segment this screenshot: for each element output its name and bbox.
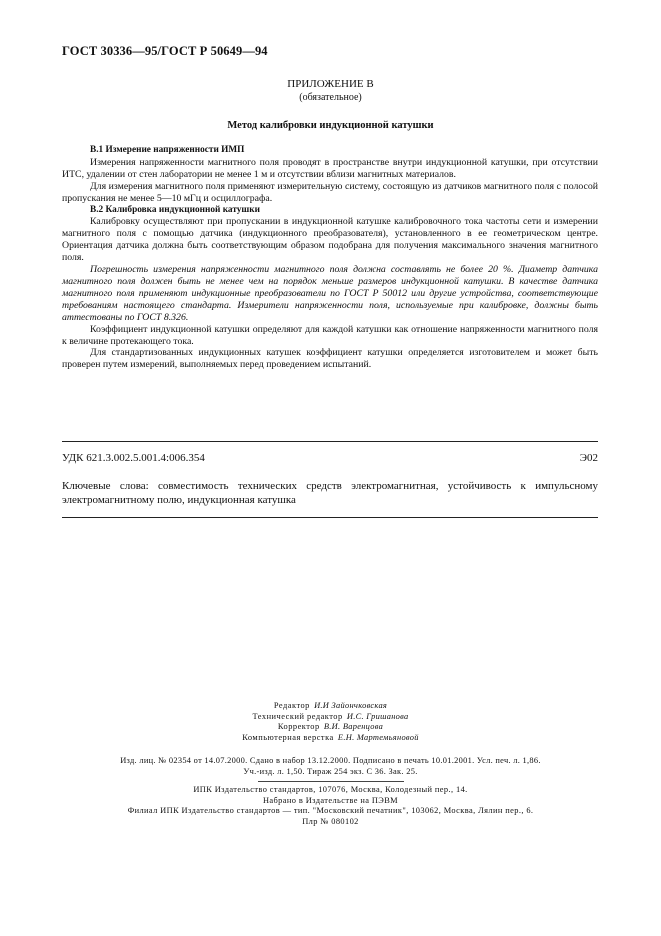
publisher-info [0, 785, 661, 827]
section-b1-paragraph-1: Измерения напряженности магнитного поля проводят в пространстве внутри индукционной катушки, при отсутствии ИТС, удалении от стен лаборатории не менее 1 м и отсутствии вблизи магнитных материалов. [62, 156, 598, 180]
credit-corrector: Корректор В.И. Варенцова [277, 722, 384, 732]
publisher-divider [258, 781, 404, 782]
footer-bottom-rule [62, 517, 598, 518]
credits-block [0, 701, 661, 743]
section-b1-title: В.1 Измерение напряженности ИМП [90, 145, 245, 155]
section-b2-paragraph-2: Погрешность измерения напряженности магнитного поля должна составлять не более 20 %. Диаметр датчика магнитного поля должен быть не менее чем на порядок меньше размеров индукционной катушки. В качестве датчика магнитного поля применяют индукционные преобразователи по ГОСТ Р 50012 или другие устройства, соответствующие требованиям настоящего стандарта. Измерители напряженности поля, используемые при калибровке, должны быть аттестованы по ГОСТ 8.326. [62, 264, 598, 323]
section-b2-paragraph-3: Коэффициент индукционной катушки определяют для каждой катушки как отношение напряженности магнитного поля к величине протекающего тока. [62, 323, 598, 347]
appendix-subtitle: (обязательное) [299, 92, 362, 103]
publisher-line-2: Набрано в Издательстве на ПЭВМ [262, 795, 399, 805]
section-b2-paragraph-4: Для стандартизованных индукционных катушек коэффициент катушки определяется изготовителем и может быть проверен путем измерений, выполняемых перед проведением испытаний. [62, 347, 598, 371]
classification-code: Э02 [579, 452, 598, 464]
method-title: Метод калибровки индукционной катушки [227, 120, 434, 131]
publication-info [0, 756, 661, 777]
section-b2-paragraph-1: Калибровку осуществляют при пропускании в индукционной катушке калибровочного тока частоты сети и измерении магнитного поля с помощью датчика (индукционного преобразователя), установленного в ее геометрическом центре. Ориентация датчика должна быть соответствующим образом подобрана для получения максимального значения магнитного поля. [62, 216, 598, 264]
publication-line-1: Изд. лиц. № 02354 от 14.07.2000. Сдано в набор 13.12.2000. Подписано в печать 10.01.2001. Усл. печ. л. 1,86. [120, 756, 541, 765]
udk-code: УДК 621.3.002.5.001.4:006.354 [62, 452, 205, 464]
appendix-title: ПРИЛОЖЕНИЕ В [287, 78, 374, 90]
keywords: Ключевые слова: совместимость технических средств электромагнитная, устойчивость к импульсному электромагнитному полю, индукционная катушка [62, 480, 598, 506]
credit-editor: Редактор И.И Зайончковская [273, 701, 388, 710]
body-text [62, 145, 598, 371]
publisher-line-4: Плр № 080102 [302, 816, 359, 826]
publication-line-2: Уч.-изд. л. 1,50. Тираж 254 экз. С 36. Зак. 25. [243, 766, 418, 776]
section-b2-title: В.2 Калибровка индукционной катушки [90, 204, 260, 215]
publisher-line-3: Филиал ИПК Издательство стандартов — тип. "Московский печатник", 103062, Москва, Лялин пер., 6. [127, 806, 534, 816]
document-header-title: ГОСТ 30336—95/ГОСТ Р 50649—94 [62, 44, 268, 58]
publisher-line-1: ИПК Издательство стандартов, 107076, Москва, Колодезный пер., 14. [193, 785, 468, 794]
credit-layout: Компьютерная верстка Е.Н. Мартемьяновой [242, 732, 419, 742]
credit-tech-editor: Технический редактор И.С. Гришанова [252, 711, 409, 721]
section-b1-paragraph-2: Для измерения магнитного поля применяют измерительную систему, состоящую из датчиков магнитного поля с полосой пропускания не менее 5—10 мГц и осциллографа. [62, 180, 598, 204]
footer-top-rule [62, 441, 598, 442]
